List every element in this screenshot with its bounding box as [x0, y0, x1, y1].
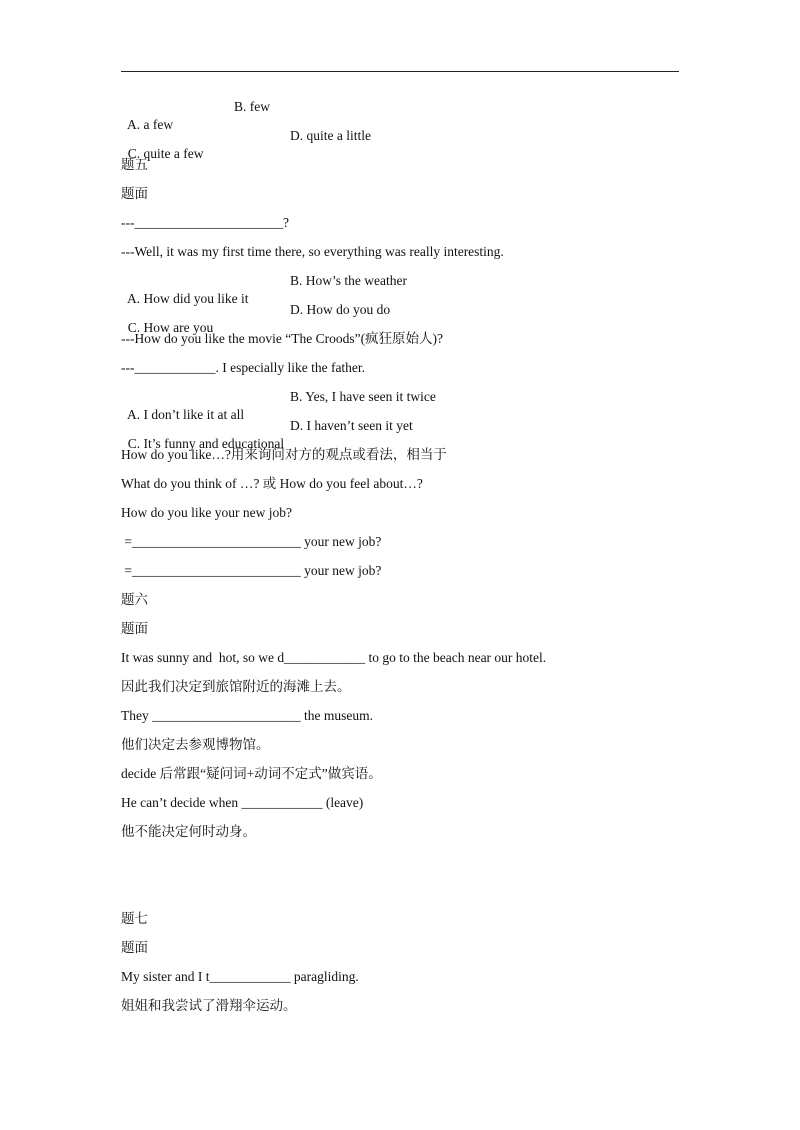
option-a: A. a few: [127, 117, 174, 132]
option-d: D. quite a little: [290, 128, 371, 143]
fill-blank-line: =_________________________ your new job?: [121, 563, 382, 578]
option-d: D. I haven’t seen it yet: [290, 418, 413, 433]
dialogue-line: ---How do you like the movie “The Croods”(疯狂原始人)?: [121, 331, 444, 346]
note-line: decide 后常跟“疑问词+动词不定式”做宾语。: [121, 766, 382, 781]
fill-blank-line: He can’t decide when ____________ (leave): [121, 795, 364, 810]
dialogue-line: ---Well, it was my first time there, so everything was really interesting.: [121, 244, 504, 259]
subheading: 题面: [121, 186, 148, 201]
section-heading: 题六: [121, 592, 148, 607]
translation-line: 他们决定去参观博物馆。: [121, 737, 270, 752]
translation-line: 他不能决定何时动身。: [121, 824, 256, 839]
note-line: How do you like…?用来询问对方的观点或看法，相当于: [121, 447, 447, 462]
option-c: C. How are you: [127, 320, 214, 335]
option-c: C. quite a few: [127, 146, 204, 161]
fill-blank-line: It was sunny and hot, so we d____________ to go to the beach near our hotel.: [121, 650, 547, 665]
note-line: What do you think of …? 或 How do you feel about…?: [121, 476, 423, 491]
option-c: C. It’s funny and educational: [127, 436, 285, 451]
section-heading: 题五: [121, 157, 148, 172]
translation-line: 因此我们决定到旅馆附近的海滩上去。: [121, 679, 351, 694]
dialogue-line: ---____________. I especially like the father.: [121, 360, 366, 375]
option-b: B. few: [234, 99, 270, 114]
option-d: D. How do you do: [290, 302, 391, 317]
option-b: B. How’s the weather: [290, 273, 407, 288]
fill-blank-line: They ______________________ the museum.: [121, 708, 373, 723]
fill-blank-line: My sister and I t____________ paragliding.: [121, 969, 359, 984]
option-a: A. I don’t like it at all: [127, 407, 245, 422]
translation-line: 姐姐和我尝试了滑翔伞运动。: [121, 998, 297, 1013]
section-heading: 题七: [121, 911, 148, 926]
option-a: A. How did you like it: [127, 291, 249, 306]
option-b: B. Yes, I have seen it twice: [290, 389, 436, 404]
dialogue-line: ---______________________?: [121, 215, 289, 230]
subheading: 题面: [121, 621, 148, 636]
subheading: 题面: [121, 940, 148, 955]
fill-blank-line: =_________________________ your new job?: [121, 534, 382, 549]
header-rule: [121, 71, 679, 72]
example-line: How do you like your new job?: [121, 505, 292, 520]
